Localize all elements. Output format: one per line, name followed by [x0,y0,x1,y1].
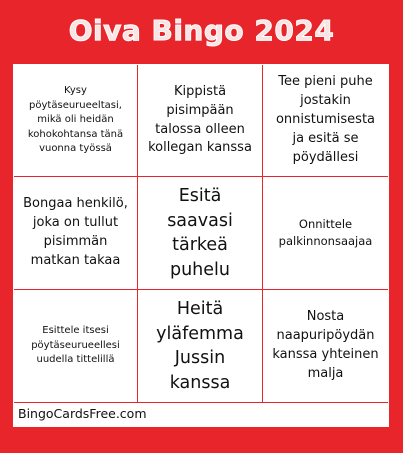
bingo-grid [14,65,388,403]
bingo-cell-5[interactable]: Esitä saavasi tärkeä puhelu [138,177,263,290]
bingo-cell-4[interactable]: Bongaa henkilö, joka on tullut pisimmän matkan takaa [14,177,138,290]
page-title: Oiva Bingo 2024 [68,14,335,47]
bingo-cell-2[interactable]: Kippistä pisimpään talossa olleen kollegan kanssa [138,65,263,177]
bingo-cell-3[interactable]: Tee pieni puhe jostakin onnistumisesta ja esitä se pöydällesi [263,65,388,177]
footer-credit: BingoCardsFree.com [18,406,147,421]
bingo-cell-7[interactable]: Esittele itsesi pöytäseurueellesi uudella tittelillä [14,290,138,403]
bingo-cell-6[interactable]: Onnittele palkinnonsaajaa [263,177,388,290]
bingo-cell-8[interactable]: Heitä yläfemma Jussin kanssa [138,290,263,403]
bingo-card [13,64,389,427]
bingo-cell-1[interactable]: Kysy pöytäseurueeltasi, mikä oli heidän kohokohtansa tänä vuonna työssä [14,65,138,177]
bingo-cell-9[interactable]: Nosta naapuripöydän kanssa yhteinen malja [263,290,388,403]
